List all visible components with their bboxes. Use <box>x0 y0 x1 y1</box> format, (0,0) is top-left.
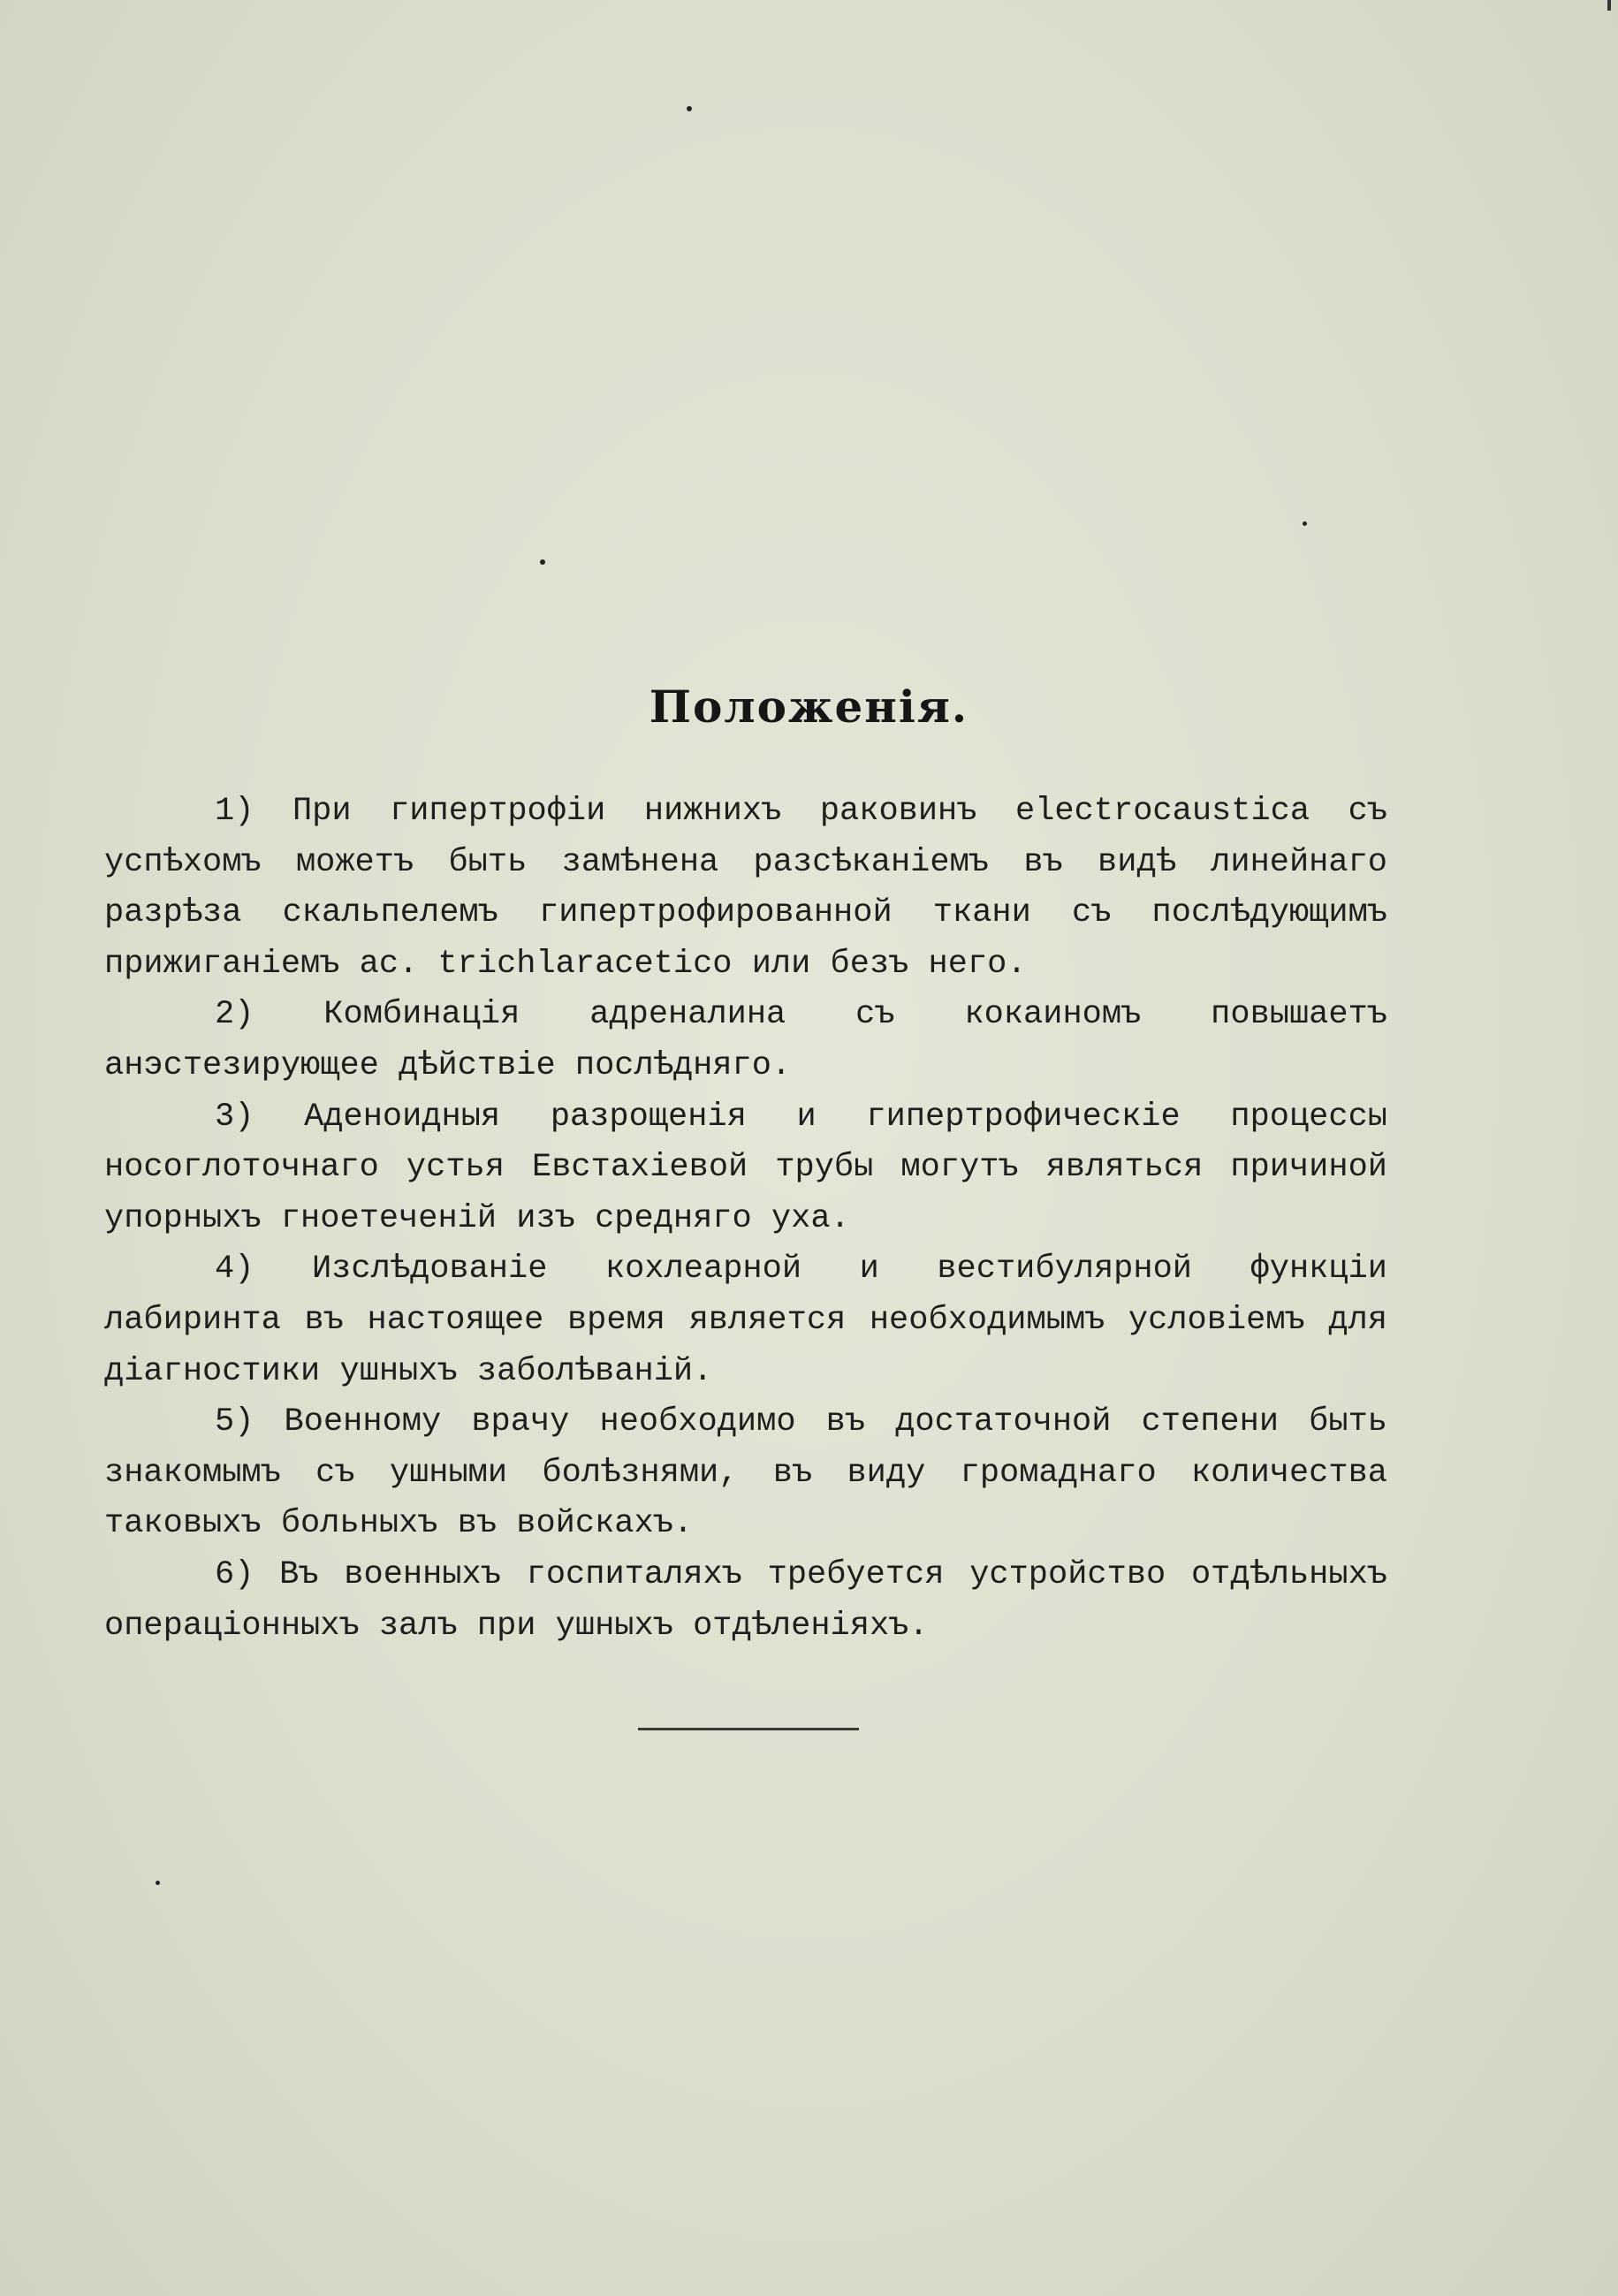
thesis-paragraph-6: 6) Въ военныхъ госпиталяхъ требуется устройство отдѣльныхъ операціонныхъ залъ при ушныхъ отдѣленіяхъ. <box>104 1555 1387 1645</box>
thesis-paragraph-4: 4) Изслѣдованіе кохлеарной и вестибулярной функціи лабиринта въ настоящее время является необходимымъ условіемъ для діагностики ушныхъ заболѣваній. <box>104 1251 1387 1390</box>
page-heading: Положенія. <box>649 680 969 733</box>
theses-list <box>104 787 1387 1652</box>
ink-speck <box>687 106 692 111</box>
thesis-paragraph-3: 3) Аденоидныя разрощенія и гипертрофическіе процессы носоглоточнаго устья Евстахіевой трубы могутъ являться причиной упорныхъ гноетеченій изъ средняго уха. <box>104 1098 1387 1237</box>
thesis-paragraph-1: 1) При гипертрофіи нижнихъ раковинъ electrocaustica съ успѣхомъ можетъ быть замѣнена разсѣканіемъ въ видѣ линейнаго разрѣза скальпелемъ гипертрофированной ткани съ послѣдующимъ прижиганіемъ ac. trichlaracetico или безъ него. <box>104 793 1387 983</box>
thesis-paragraph-2: 2) Комбинація адреналина съ кокаиномъ повышаетъ анэстезирующее дѣйствіе послѣдняго. <box>104 996 1387 1084</box>
corner-mark <box>1607 0 1611 11</box>
ink-speck <box>1303 521 1307 526</box>
thesis-paragraph-5: 5) Военному врачу необходимо въ достаточной степени быть знакомымъ съ ушными болѣзнями, въ виду громаднаго количества таковыхъ больныхъ въ войскахъ. <box>104 1403 1387 1543</box>
closing-rule <box>638 1728 859 1730</box>
ink-speck <box>540 559 545 565</box>
ink-speck <box>156 1881 160 1885</box>
